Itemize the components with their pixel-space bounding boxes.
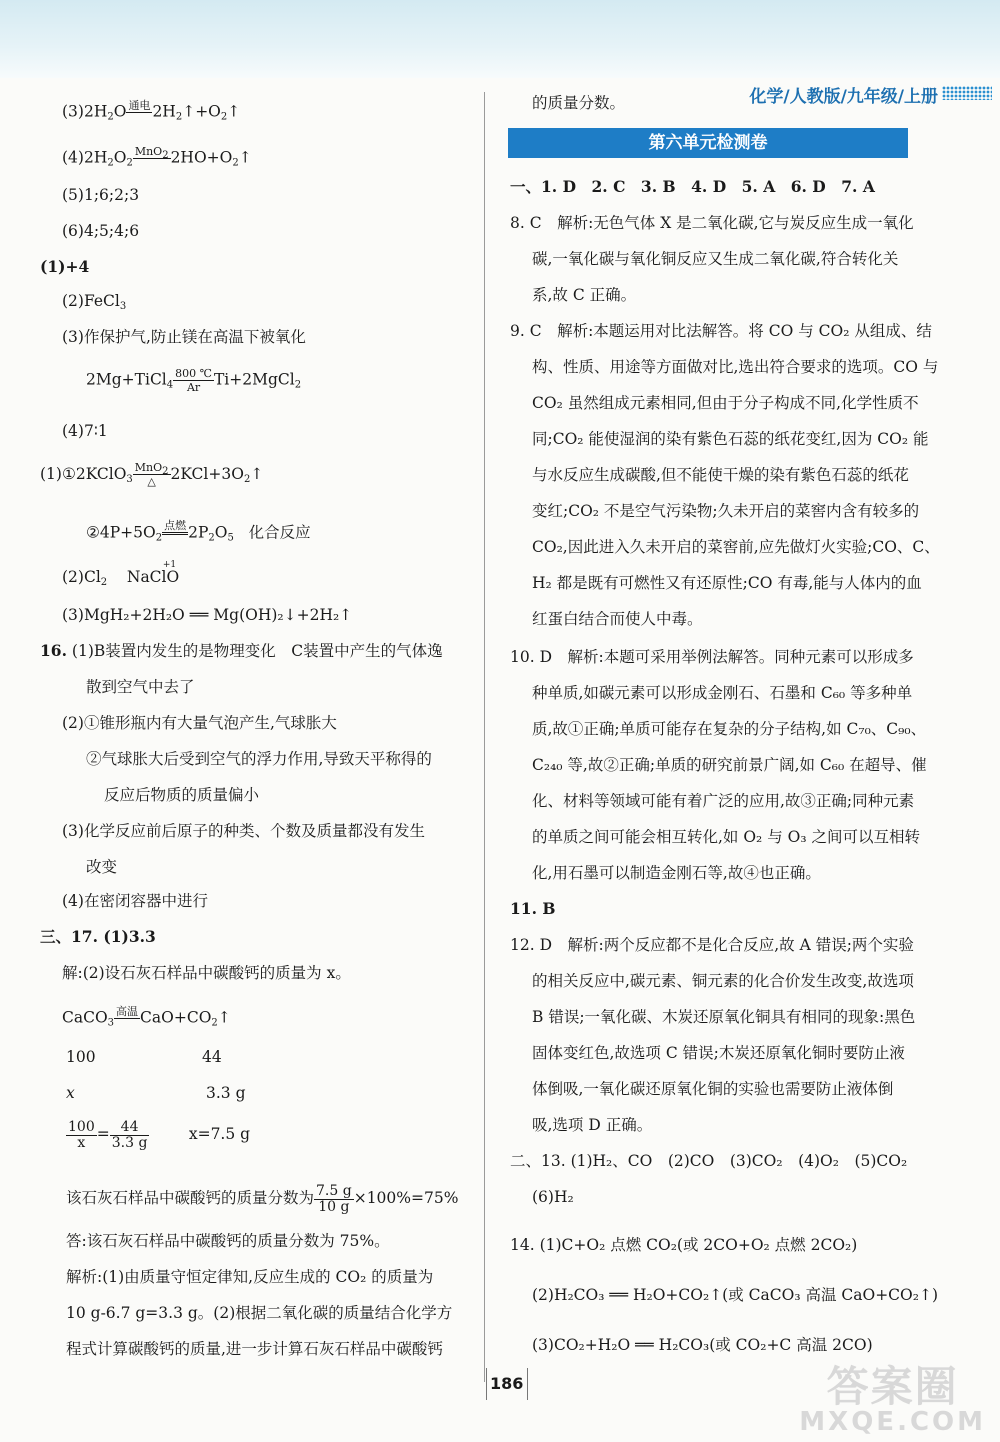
q17-answer: 答:该石灰石样品中碳酸钙的质量分数为 75%。	[66, 1232, 390, 1250]
watermark-logo: 答案圈 MXQE.COM	[799, 1361, 986, 1437]
r-line-14: 10. D 解析:本题可采用举例法解答。同种元素可以形成多	[510, 648, 914, 666]
r-line-21: 11. B	[510, 899, 556, 918]
q13-4-equation: $(4)2H_2O_2$ MnO$_2$ $2HO+O_2↑$	[62, 145, 252, 169]
r-line-6: 构、性质、用途等方面做对比,选出符合要求的选项。CO 与	[532, 358, 939, 376]
q16-2a: (2)①锥形瓶内有大量气泡产生,气球胀大	[62, 714, 337, 732]
r-line-13: 红蛋白结合而使人中毒。	[532, 610, 703, 628]
q16-2c: 反应后物质的质量偏小	[104, 786, 260, 804]
r-line-25: 固体变红色,故选项 C 错误;木炭还原氧化铜时要防止液	[532, 1044, 905, 1062]
r-line-29: (6)H₂	[532, 1188, 574, 1206]
page-header-title: 化学/人教版/九年级/上册	[749, 87, 938, 107]
r-line-26: 体倒吸,一氧化碳还原氧化铜的实验也需要防止液体倒	[532, 1080, 894, 1098]
page-number: 186	[490, 1374, 524, 1393]
q15-3: $(2)Cl_2$ NaClO +1	[62, 560, 180, 588]
r-line-4: 系,故 C 正确。	[532, 286, 637, 304]
q16-3a: (3)化学反应前后原子的种类、个数及质量都没有发生	[62, 822, 425, 840]
q14-4: (4)7∶1	[62, 422, 108, 440]
q14-3: (3)作保护气,防止镁在高温下被氧化	[62, 328, 306, 346]
r-line-0: 的质量分数。	[532, 94, 626, 112]
r-line-12: H₂ 都是既有可燃性又有还原性;CO 有毒,能与人体内的血	[532, 574, 922, 592]
q14-equation: 2Mg+TiCl$_4$ $\frac{800 ℃}{Ar}$ Ti+2MgCl$_2$	[86, 367, 302, 394]
r-line-17: C₂₄₀ 等,故②正确;单质的研究前景广阔,如 C₆₀ 在超导、催	[532, 756, 927, 774]
q17-explain-3: 程式计算碳酸钙的质量,进一步计算石灰石样品中碳酸钙	[66, 1340, 443, 1358]
q13-6: (6)4;5;4;6	[62, 222, 140, 240]
q17-row2-b: 3.3 g	[206, 1084, 246, 1102]
r-line-19: 的单质之间可能会相互转化,如 O₂ 与 O₃ 之间可以互相转	[532, 828, 920, 846]
q17-percent: 该石灰石样品中碳酸钙的质量分数为 $\frac{7.5 g}{10 g}$ ×100%=75%	[66, 1183, 459, 1215]
r-line-22: 12. D 解析:两个反应都不是化合反应,故 A 错误;两个实验	[510, 936, 914, 954]
r-line-20: 化,用石墨可以制造金刚石等,故④也正确。	[532, 864, 821, 882]
r-line-32: (3)CO₂+H₂O ══ H₂CO₃(或 CO₂+C 高温 2CO)	[532, 1336, 873, 1354]
top-banner	[0, 0, 1000, 78]
q17-explain-2: 10 g-6.7 g=3.3 g。(2)根据二氧化碳的质量结合化学方	[66, 1304, 453, 1322]
r-line-1: 一、1. D 2. C 3. B 4. D 5. A 6. D 7. A	[510, 177, 875, 196]
q15-4: (3)MgH₂+2H₂O ══ Mg(OH)₂↓+2H₂↑	[62, 606, 353, 624]
r-line-31: (2)H₂CO₃ ══ H₂O+CO₂↑(或 CaCO₃ 高温 CaO+CO₂↑)	[532, 1286, 938, 1304]
q14-2: (2)FeCl$_3$	[62, 292, 127, 312]
r-line-5: 9. C 解析:本题运用对比法解答。将 CO 与 CO₂ 从组成、结	[510, 322, 932, 340]
r-line-2: 8. C 解析:无色气体 X 是二氧化碳,它与炭反应生成一氧化	[510, 214, 914, 232]
q17-row1-b: 44	[202, 1048, 222, 1066]
q16-4: (4)在密闭容器中进行	[62, 892, 208, 910]
r-line-11: CO₂,因此进入久未开启的菜窖前,应先做灯火实验;CO、C、	[532, 538, 940, 556]
r-line-24: B 错误;一氧化碳、木炭还原氧化铜具有相同的现象:黑色	[532, 1008, 916, 1026]
q17-setup: 解:(2)设石灰石样品中碳酸钙的质量为 x。	[62, 964, 351, 982]
q16-1a: 16. (1)B装置内发生的是物理变化 C装置中产生的气体逸	[40, 641, 443, 660]
q13-5: (5)1;6;2;3	[62, 186, 140, 204]
q17-row1-a: 100	[66, 1048, 96, 1066]
q17-ratio: $\frac{100}{x}$ = $\frac{44}{3.3 g}$ x=7.5 g	[68, 1119, 251, 1151]
q17-equation: CaCO$_3$ 高温 $CaO+CO_2↑$	[62, 1005, 231, 1029]
q15-2-equation: $②4P+5O_2$ 点燃 $2P_2O_5$ 化合反应	[86, 519, 311, 544]
r-line-30: 14. (1)C+O₂ 点燃 CO₂(或 2CO+O₂ 点燃 2CO₂)	[510, 1236, 858, 1254]
q15-1-equation: (1)①2KClO$_3$ MnO$_2$ △ $2KCl+3O_2↑$	[40, 461, 264, 488]
r-line-8: 同;CO₂ 能使湿润的染有紫色石蕊的纸花变红,因为 CO₂ 能	[532, 430, 929, 448]
header-dots-decoration	[942, 86, 992, 100]
section-title: 第六单元检测卷	[508, 128, 908, 158]
r-line-27: 吸,选项 D 正确。	[532, 1116, 653, 1134]
r-line-10: 变红;CO₂ 不是空气污染物;久未开启的菜窖内含有较多的	[532, 502, 920, 520]
q16-3b: 改变	[86, 858, 118, 876]
q17-head: 三、17. (1)3.3	[40, 927, 156, 946]
q16-1b: 散到空气中去了	[86, 678, 195, 696]
r-line-3: 碳,一氧化碳与氧化铜反应又生成二氧化碳,符合转化关	[532, 250, 899, 268]
r-line-23: 的相关反应中,碳元素、铜元素的化合价发生改变,故选项	[532, 972, 914, 990]
r-line-9: 与水反应生成碳酸,但不能使干燥的染有紫色石蕊的纸花	[532, 466, 909, 484]
q16-2b: ②气球胀大后受到空气的浮力作用,导致天平称得的	[86, 750, 432, 768]
q17-row2-a: x	[66, 1084, 75, 1102]
r-line-16: 质,故①正确;单质可能存在复杂的分子结构,如 C₇₀、C₉₀、	[532, 720, 927, 738]
r-line-15: 种单质,如碳元素可以形成金刚石、石墨和 C₆₀ 等多种单	[532, 684, 913, 702]
q13-3-equation: $(3)2H_2O$ 通电 $2H_2↑+O_2↑$	[62, 99, 241, 123]
r-line-7: CO₂ 虽然组成元素相同,但由于分子构成不同,化学性质不	[532, 394, 919, 412]
q14-1: (1)+4	[40, 257, 90, 276]
column-divider	[484, 92, 485, 1382]
q17-explain-1: 解析:(1)由质量守恒定律知,反应生成的 CO₂ 的质量为	[66, 1268, 434, 1286]
r-line-18: 化、材料等领域可能有着广泛的应用,故③正确;同种元素	[532, 792, 915, 810]
r-line-28: 二、13. (1)H₂、CO (2)CO (3)CO₂ (4)O₂ (5)CO₂	[510, 1152, 908, 1170]
